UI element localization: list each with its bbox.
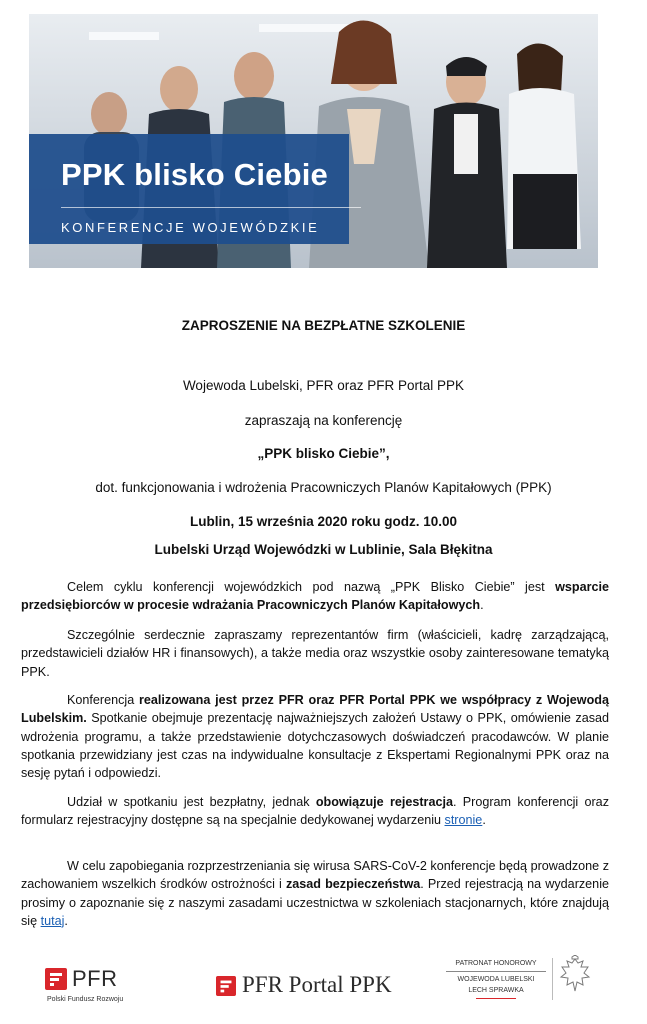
invitation-heading: ZAPROSZENIE NA BEZPŁATNE SZKOLENIE — [181, 318, 466, 333]
text: Udział w spotkaniu jest bezpłatny, jednak — [67, 795, 316, 809]
banner-subtitle: KONFERENCJE WOJEWÓDZKIE — [61, 220, 320, 235]
pfr-logo-subtitle: Polski Fundusz Rozwoju — [47, 996, 124, 1003]
text-bold: realizowana jest przez PFR oraz PFR Portal PPK we współpracy z Wojewodą Lubelskim. — [21, 693, 609, 726]
conference-banner — [29, 14, 598, 268]
banner-divider — [61, 207, 361, 208]
banner-title: PPK blisko Ciebie — [61, 157, 328, 192]
text-bold: obowiązuje rejestracja — [315, 795, 453, 809]
patronage-divider — [446, 971, 546, 972]
text: . Przed rejestracją na wydarzenie prosimy o zapoznanie się z naszymi zasadami uczestnictwa w szkoleniach stacjonarnych, które znajdują się — [21, 877, 609, 928]
invite-line: zapraszają na konferencję — [244, 413, 403, 428]
pfr-portal-logo-text: PFR Portal PPK — [242, 972, 392, 997]
pfr-portal-mark-icon — [216, 976, 236, 996]
text: Szczególnie serdecznie zapraszamy reprezentantów firm (właścicieli, kadrę zarządzającą, przedstawicieli działów HR i finansowych), a także media oraz wszystkie osoby zainteresowane tematyką PPK. — [21, 628, 609, 679]
text: . Program konferencji oraz formularz rejestracyjny dostępne są na specjalnie dedykowanej wydarzeniu — [21, 795, 609, 828]
text: . — [64, 913, 68, 928]
conference-name: „PPK blisko Ciebie”, — [257, 446, 390, 461]
patronage-office: WOJEWODA LUBELSKI — [457, 976, 535, 983]
paragraph-goal — [21, 578, 609, 615]
paragraph-registration — [21, 793, 609, 830]
text: . — [480, 598, 484, 613]
patronage-person: LECH SPRAWKA — [468, 987, 524, 994]
text-bold: wsparcie przedsiębiorców w procesie wdrażania Pracowniczych Planów Kapitałowych — [21, 580, 609, 613]
patronage-title: PATRONAT HONOROWY — [455, 960, 537, 967]
white-eagle-icon — [559, 955, 591, 995]
text: W celu zapobiegania rozprzestrzeniania się wirusa SARS-CoV-2 konferencje będą prowadzone z zachowaniem wszelkich środków ostrożności i — [21, 859, 609, 892]
venue-line: Lubelski Urząd Wojewódzki w Lublinie, Sala Błękitna — [154, 542, 493, 557]
safety-rules-link[interactable]: tutaj — [40, 913, 65, 928]
pfr-logo-text: PFR — [72, 966, 118, 991]
pfr-mark-icon — [45, 968, 67, 990]
patronage-separator — [552, 958, 553, 1000]
text: . — [482, 813, 486, 828]
honorary-patronage — [446, 958, 546, 1001]
paragraph-program — [21, 691, 609, 782]
text: Konferencja — [67, 693, 139, 707]
text: Celem cyklu konferencji wojewódzkich pod nazwą „PPK Blisko Ciebie” jest — [67, 580, 556, 594]
patronage-accent — [476, 998, 516, 999]
date-line: Lublin, 15 września 2020 roku godz. 10.00 — [189, 514, 458, 529]
paragraph-safety — [21, 857, 609, 930]
topic-line: dot. funkcjonowania i wdrożenia Pracowniczych Planów Kapitałowych (PPK) — [95, 480, 552, 495]
organizers-line: Wojewoda Lubelski, PFR oraz PFR Portal PPK — [182, 378, 465, 393]
text-bold: zasad bezpieczeństwa — [285, 877, 421, 892]
text: Spotkanie obejmuje prezentację najważniejszych założeń Ustawy o PPK, omówienie zasad wdrożenia programu, a także przedstawienie dotychczasowych doświadczeń pracodawców. W planie spotkania przewidziany jest czas na indywidualne konsultacje z Ekspertami Regionalnymi PPK oraz na sesję pytań i odpowiedzi. — [21, 711, 609, 781]
paragraph-audience — [21, 626, 609, 681]
registration-page-link[interactable]: stronie — [444, 813, 483, 828]
